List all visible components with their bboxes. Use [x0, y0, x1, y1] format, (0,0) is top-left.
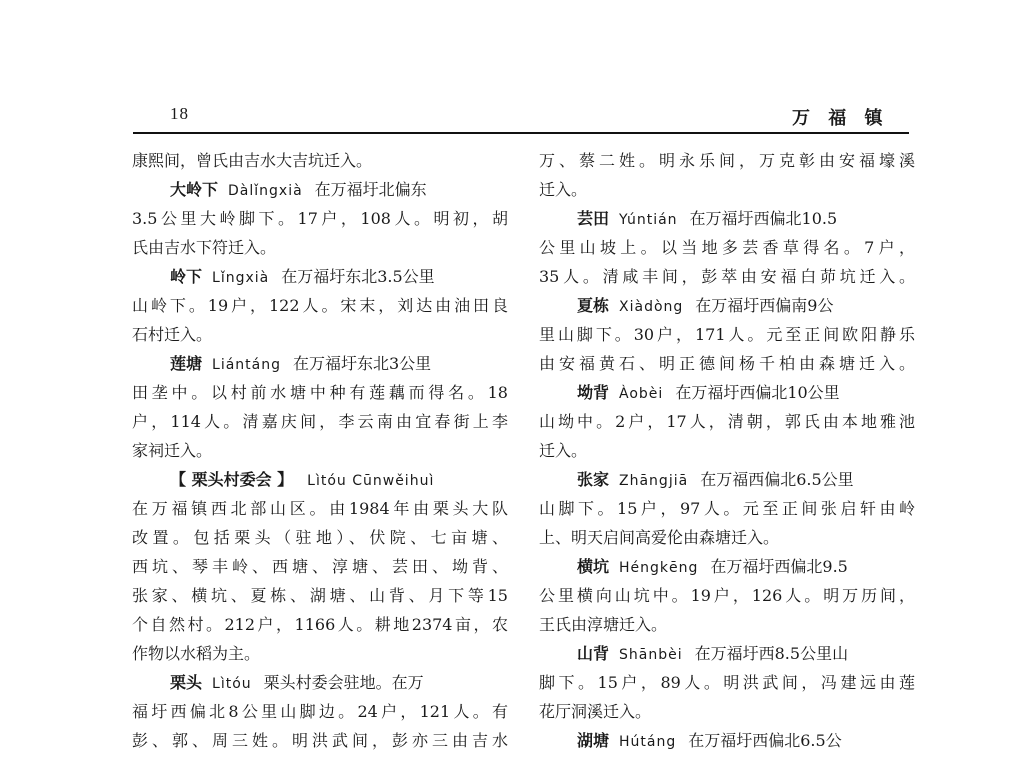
- entry-text: 在万福圩西偏北6.5公: [688, 731, 842, 750]
- page-number: 18: [170, 104, 189, 123]
- entry-name: 坳背: [577, 383, 610, 402]
- entry-line: [539, 204, 915, 233]
- entry-name: 湖塘: [577, 731, 610, 750]
- text-line: 在万福镇西北部山区。由1984年由栗头大队: [132, 499, 508, 518]
- entry-pinyin: Lǐngxià: [212, 270, 270, 286]
- text-line: 3.5公里大岭脚下。17户，108人。明初，胡: [132, 209, 508, 228]
- entry-text: 在万福圩西偏南9公: [695, 296, 834, 315]
- right-column: [539, 146, 915, 755]
- entry-name: 夏栋: [577, 296, 610, 315]
- text-line: 福圩西偏北8公里山脚边。24户，121人。有: [132, 702, 508, 721]
- text-line: 田垄中。以村前水塘中种有莲藕而得名。18: [132, 383, 508, 402]
- text-line: 山岭下。19户，122人。宋末，刘达由油田良: [132, 296, 508, 315]
- entry-pinyin: Yúntián: [619, 212, 678, 228]
- entry-text: 在万福圩北偏东: [314, 180, 427, 199]
- entry-line: [539, 291, 915, 320]
- entry-text: 在万福圩西8.5公里山: [694, 644, 849, 663]
- entry-name: 芸田: [577, 209, 610, 228]
- entry-pinyin: Dàlǐngxià: [228, 183, 303, 199]
- text-line: 彭、郭、周三姓。明洪武间，彭亦三由吉水: [132, 731, 508, 750]
- entry-name: 栗头: [170, 673, 203, 692]
- entry-name: 横坑: [577, 557, 610, 576]
- text-line: 山脚下。15户，97人。元至正间张启轩由岭: [539, 499, 915, 518]
- entry-text: 在万福圩东北3公里: [293, 354, 432, 373]
- text-line: 家祠迁入。: [132, 441, 213, 460]
- entry-line: [132, 262, 508, 291]
- text-line: 山坳中。2户，17人，清朝，郭氏由本地雅池: [539, 412, 915, 431]
- text-line: 氏由吉水下符迁入。: [132, 238, 277, 257]
- text-line: 个自然村。212户，1166人。耕地2374亩，农: [132, 615, 508, 634]
- left-column: [132, 146, 508, 755]
- entry-pinyin: Lìtóu: [212, 676, 252, 692]
- text-line: 万、蔡二姓。明永乐间，万克彰由安福壕溪: [539, 151, 915, 170]
- entry-text: 在万福圩西偏北10.5: [689, 209, 838, 228]
- entry-pinyin: Àobèi: [619, 386, 664, 402]
- text-line: 35人。清咸丰间，彭萃由安福白茆坑迁入。: [539, 267, 915, 286]
- text-line: 张家、横坑、夏栋、湖塘、山背、月下等15: [132, 586, 508, 605]
- text-line: 康熙间，曾氏由吉水大吉坑迁入。: [132, 151, 373, 170]
- header-rule: [133, 132, 909, 134]
- entry-line: [539, 639, 915, 668]
- entry-name: 莲塘: [170, 354, 203, 373]
- text-line: 公里横向山坑中。19户，126人。明万历间，: [539, 586, 915, 605]
- text-line: 作物以水稻为主。: [132, 644, 261, 663]
- text-line: 由安福黄石、明正德间杨千柏由森塘迁入。: [539, 354, 915, 373]
- entry-text: 在万福圩西偏北9.5: [710, 557, 848, 576]
- text-line: 西坑、琴丰岭、西塘、淳塘、芸田、坳背、: [132, 557, 508, 576]
- text-line: 迁入。: [539, 180, 588, 199]
- text-line: 迁入。: [539, 441, 588, 460]
- entry-name: 岭下: [170, 267, 203, 286]
- entry-pinyin: Héngkēng: [619, 560, 699, 576]
- entry-pinyin: Zhāngjiā: [619, 473, 689, 489]
- entry-name: 张家: [577, 470, 610, 489]
- entry-text: 在万福圩西偏北10公里: [675, 383, 840, 402]
- entry-line: [132, 668, 508, 697]
- entry-name: 大岭下: [170, 180, 219, 199]
- entry-line: [132, 465, 508, 494]
- text-line: 脚下。15户，89人。明洪武间，冯建远由莲: [539, 673, 915, 692]
- entry-line: [539, 726, 915, 755]
- running-title: 万 福 镇: [792, 108, 889, 129]
- entry-line: [539, 378, 915, 407]
- entry-pinyin: Hútáng: [619, 734, 677, 750]
- text-line: 里山脚下。30户，171人。元至正间欧阳静乐: [539, 325, 915, 344]
- text-line: 上、明天启间高爱伦由森塘迁入。: [539, 528, 780, 547]
- entry-text: 在万福西偏北6.5公里: [700, 470, 854, 489]
- entry-line: [132, 175, 508, 204]
- entry-line: [539, 465, 915, 494]
- entry-pinyin: Lìtóu Cūnwěihuì: [307, 473, 435, 489]
- entry-pinyin: Liántáng: [212, 357, 281, 373]
- entry-text: 栗头村委会驻地。在万: [263, 673, 424, 692]
- entry-pinyin: Xiàdòng: [619, 299, 684, 315]
- text-line: 花厅洞溪迁入。: [539, 702, 652, 721]
- entry-line: [539, 552, 915, 581]
- entry-line: [132, 349, 508, 378]
- text-line: 公里山坡上。以当地多芸香草得名。7户，: [539, 238, 915, 257]
- entry-name: 山背: [577, 644, 610, 663]
- section-title: 【 栗头村委会 】: [170, 470, 294, 489]
- entry-text: 在万福圩东北3.5公里: [281, 267, 435, 286]
- text-line: 石村迁入。: [132, 325, 213, 344]
- text-line: 王氏由淳塘迁入。: [539, 615, 668, 634]
- text-line: 改置。包括栗头（驻地）、伏院、七亩塘、: [132, 528, 508, 547]
- text-line: 户，114人。清嘉庆间，李云南由宜春街上李: [132, 412, 508, 431]
- entry-pinyin: Shānbèi: [619, 647, 683, 663]
